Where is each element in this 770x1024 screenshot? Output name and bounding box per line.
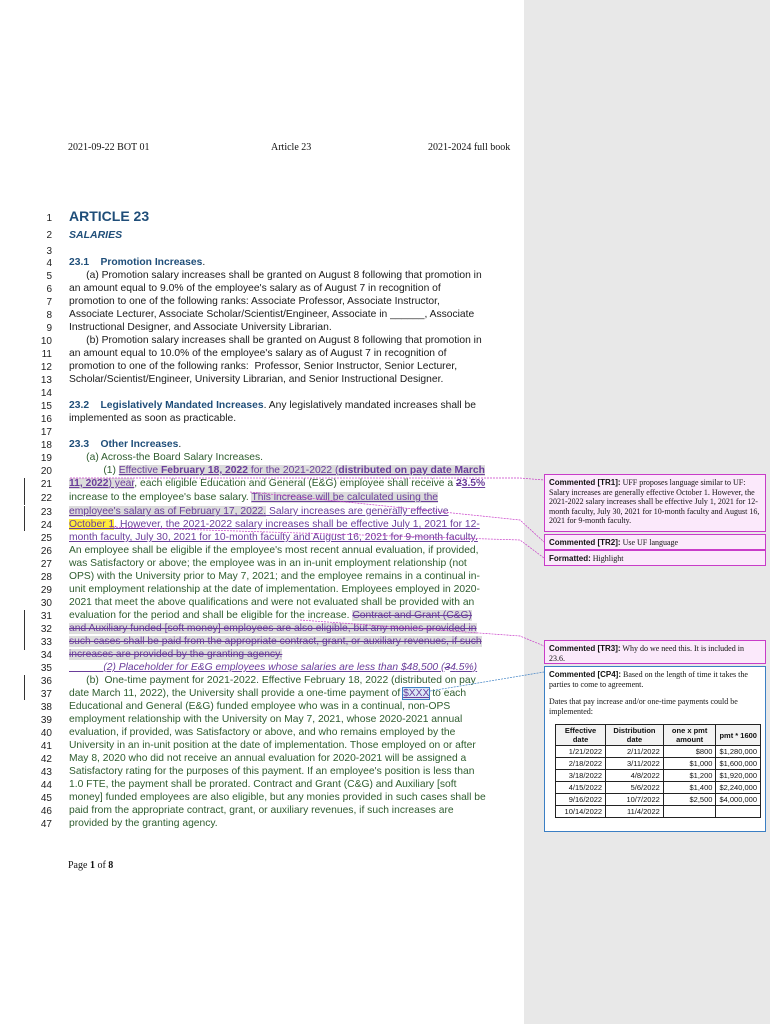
- line-segment: Salary increases are generally effective: [266, 506, 449, 517]
- line-number: 21: [40, 479, 52, 490]
- line-number: 17: [40, 427, 52, 438]
- line-segment: for the 2021-2022 (: [247, 465, 339, 476]
- line-number: 16: [40, 414, 52, 425]
- table-cell: [663, 806, 716, 818]
- line-segment: ARTICLE 23: [69, 208, 150, 224]
- comment-text: UFF proposes language similar to UF: Salary increases are generally effective October 1. However, the 2021-2022 salary increases shall be effective July 1, 2021 for 12-month faculty, July 30, 2021 for 10-month faculty and August 16, 2021 for 9-month faculty.: [549, 478, 760, 526]
- line-segment: SALARIES: [69, 229, 123, 241]
- line-segment: to each: [429, 688, 467, 699]
- line-number: 8: [46, 310, 52, 321]
- line-segment: 3: [444, 662, 451, 673]
- line-segment: .5%: [467, 478, 486, 489]
- line-number: 1: [46, 213, 52, 224]
- line-segment: Educational and General (E&G) funded employee who was in a continual, non-OPS: [69, 701, 451, 712]
- line-segment: evaluation for the period and shall be eligible for the increase.: [69, 610, 353, 621]
- line-segment: This increase will be calculated using the: [251, 492, 439, 503]
- line-number: 44: [40, 780, 52, 791]
- table-cell: [716, 806, 761, 818]
- table-cell: $800: [663, 746, 716, 758]
- comment-text-extra: Dates that pay increase and/or one-time payments could be implemented:: [549, 697, 738, 716]
- table-cell: 3/11/2022: [606, 758, 664, 770]
- line-number: 5: [46, 271, 52, 282]
- table-cell: $2,500: [663, 794, 716, 806]
- line-segment: 23.2 Legislatively Mandated Increases: [69, 400, 264, 411]
- table-cell: $1,400: [663, 782, 716, 794]
- line-number: 47: [40, 819, 52, 830]
- line-segment: (a) Promotion salary increases shall be granted on August 8 following that promotion in: [69, 270, 482, 281]
- table-row: [556, 806, 761, 818]
- table-cell: $1,280,000: [716, 746, 761, 758]
- line-segment: and Auxiliary funded [soft money] employees are also eligible, but any monies provided in: [69, 623, 477, 634]
- line-segment: 11, 2022: [69, 478, 109, 489]
- line-segment: date March 11, 2022), the University shall provide a one-time payment of: [69, 688, 404, 699]
- comment-tag: Commented [TR1]:: [549, 478, 621, 487]
- table-cell: 10/7/2022: [606, 794, 664, 806]
- footer-of: of: [94, 860, 109, 871]
- table-cell: $1,920,000: [716, 770, 761, 782]
- line-segment: increase to the employee's base salary.: [69, 492, 252, 503]
- line-segment: Satisfactory rating for the purposes of this payment. If an employee's position is less than: [69, 766, 475, 777]
- line-number: 3: [46, 246, 52, 257]
- header-center: Article 23: [271, 142, 312, 153]
- line-segment: An employee shall be eligible if the employee's most recent annual evaluation, if provided,: [69, 545, 479, 556]
- line-segment: Associate Lecturer, Associate Scholar/Scientist/Engineer, Associate in ______, Associate: [69, 309, 475, 320]
- comment-tag: Commented [TR3]:: [549, 644, 621, 653]
- line-segment: Contract and Grant (C&G): [352, 610, 472, 621]
- line-segment: unit employment relationship at the date of implementation. Employees employed in 2020-: [69, 584, 480, 595]
- table-row: [556, 758, 761, 770]
- line-segment: month faculty, July 30, 2021 for 10-month faculty and August 16, 2021 for 9-month faculty.: [69, 532, 478, 543]
- line-segment: (b) One-time payment for 2021-2022. Effective February 18, 2022 (distributed on pay: [69, 675, 476, 686]
- line-segment: OPS) with the University prior to May 7, 2021; and the employee remains in a continual in-: [69, 571, 480, 582]
- line-number: 46: [40, 806, 52, 817]
- line-segment: such cases shall be paid from the appropriate contract, grant, or auxiliary revenues, if such: [69, 636, 482, 647]
- table-cell: $1,200: [663, 770, 716, 782]
- footer-page-total: 8: [108, 860, 114, 871]
- line-number: 10: [40, 336, 52, 347]
- line-segment: 2021 that meet the above qualifications and were not evaluated shall be provided with an: [69, 597, 475, 608]
- line-number: 20: [40, 466, 52, 477]
- line-number: 34: [40, 650, 52, 661]
- line-number: 36: [40, 676, 52, 687]
- line-number: 39: [40, 715, 52, 726]
- table-cell: $4,000,000: [716, 794, 761, 806]
- line-segment: (1): [69, 465, 119, 476]
- line-number: 4: [46, 258, 52, 269]
- line-number: 43: [40, 767, 52, 778]
- table-cell: 2/18/2022: [556, 758, 606, 770]
- footer-prefix: Page: [68, 860, 90, 871]
- line-number: 33: [40, 637, 52, 648]
- line-segment: $XXX: [403, 688, 430, 699]
- line-segment: (2) Placeholder for E&G employees whose salaries are less than $48,500 (: [69, 662, 445, 673]
- line-segment: 1.0 FTE, the payment shall be prorated. Contract and Grant (C&G) and Auxiliary [soft: [69, 779, 457, 790]
- line-number: 9: [46, 323, 52, 334]
- table-cell: 4/8/2022: [606, 770, 664, 782]
- line-number: 31: [40, 611, 52, 622]
- table-row: [556, 794, 761, 806]
- line-segment: . Any legislatively mandated increases shall be: [263, 400, 476, 411]
- line-number: 42: [40, 754, 52, 765]
- line-number: 15: [40, 401, 52, 412]
- comment-text: Based on the length of time it takes the parties to come to agreement.: [549, 670, 748, 689]
- line-segment: employment relationship with the University on May 7, 2021, whose 2020-2021 annual: [69, 714, 463, 725]
- line-number: 2: [46, 230, 52, 241]
- line-segment: .: [178, 439, 182, 450]
- connector-tr1: [70, 478, 544, 480]
- line-segment: 2: [455, 478, 462, 489]
- line-segment: 4: [450, 662, 456, 673]
- line-segment: Instructional Designer, and Associate University Librarian.: [69, 322, 332, 333]
- line-segment: (a) Across-the Board Salary Increases.: [69, 452, 264, 463]
- line-number: 41: [40, 741, 52, 752]
- connector-tr3: [300, 620, 544, 646]
- line-segment: Scholar/Scientist/Engineer, University Librarian, and Senior Instructional Designer.: [69, 374, 444, 385]
- line-number: 28: [40, 572, 52, 583]
- line-segment: October 1: [69, 519, 115, 530]
- line-number: 12: [40, 362, 52, 373]
- line-number: 19: [40, 453, 52, 464]
- header-right: 2021-2024 full book: [428, 142, 511, 153]
- table-cell: 3/18/2022: [556, 770, 606, 782]
- line-number: 37: [40, 689, 52, 700]
- comment-tag: Commented [TR2]:: [549, 538, 621, 547]
- line-number: 25: [40, 533, 52, 544]
- line-segment: . However, the 2021-2022 salary increases shall be effective July 1, 2021 for 12-: [114, 519, 480, 530]
- line-segment: 23.3 Other Increases: [69, 439, 179, 450]
- table-cell: $2,240,000: [716, 782, 761, 794]
- table-cell: 2/11/2022: [606, 746, 664, 758]
- line-segment: May 8, 2020 who did not receive an annual evaluation for 2020-2021 will be assigned a: [69, 753, 467, 764]
- line-number: 30: [40, 598, 52, 609]
- line-number: 6: [46, 284, 52, 295]
- header-left: 2021-09-22 BOT 01: [68, 142, 150, 153]
- payment-dates-table: [555, 724, 761, 818]
- line-number: 11: [41, 349, 52, 360]
- line-number: 29: [40, 585, 52, 596]
- table-cell: 9/16/2022: [556, 794, 606, 806]
- comment-text: Use UF language: [620, 538, 679, 547]
- table-header-cell: Effective date: [556, 725, 606, 746]
- comment-text: Highlight: [590, 554, 624, 563]
- line-number: 38: [40, 702, 52, 713]
- line-segment: implemented as soon as practicable.: [69, 413, 237, 424]
- line-segment: Effective: [118, 465, 161, 476]
- line-segment: provided by the granting agency.: [69, 818, 218, 829]
- line-number: 27: [40, 559, 52, 570]
- line-segment: ) year: [108, 478, 135, 489]
- line-number: 18: [40, 440, 52, 451]
- connector-cp4: [430, 672, 544, 691]
- footer-page-number: 1: [89, 860, 95, 871]
- line-segment: 3: [461, 478, 468, 489]
- table-header-cell: pmt * 1600: [716, 725, 761, 746]
- line-number: 45: [40, 793, 52, 804]
- comment-tag: Formatted:: [549, 554, 591, 563]
- table-cell: 4/15/2022: [556, 782, 606, 794]
- line-segment: University in an in-unit position at the date of implementation. Those employed on or after: [69, 740, 476, 751]
- table-row: [556, 782, 761, 794]
- line-segment: an amount equal to 10.0% of the employee's salary as of August 7 in recognition of: [69, 348, 447, 359]
- line-number: 14: [40, 388, 52, 399]
- line-segment: increases are provided by the granting agency.: [69, 649, 283, 660]
- line-number: 22: [40, 493, 52, 504]
- table-header-cell: one x pmt amount: [663, 725, 716, 746]
- line-segment: distributed on pay date March: [338, 465, 485, 476]
- table-cell: 1/21/2022: [556, 746, 606, 758]
- table-cell: 5/6/2022: [606, 782, 664, 794]
- line-segment: an amount equal to 9.0% of the employee's salary as of August 7 in recognition of: [69, 283, 441, 294]
- line-segment: (b) Promotion salary increases shall be granted on August 8 following that promotion in: [69, 335, 482, 346]
- line-number: 40: [40, 728, 52, 739]
- line-segment: money] funded employees are also eligible, but any monies provided in such cases shall be: [69, 792, 486, 803]
- line-number: 13: [40, 375, 52, 386]
- comment-cp4[interactable]: [544, 666, 766, 832]
- line-number: 24: [40, 520, 52, 531]
- line-segment: .5%): [455, 662, 478, 673]
- line-segment: evaluation, if provided, was Satisfactory or above, and who remains employed by the: [69, 727, 456, 738]
- table-cell: 10/14/2022: [556, 806, 606, 818]
- line-number: 35: [40, 663, 52, 674]
- comment-tr2[interactable]: [544, 534, 766, 550]
- line-number: 23: [40, 507, 52, 518]
- line-segment: employee's salary as of February 17, 2022.: [69, 506, 267, 517]
- line-segment: 23.1 Promotion Increases: [69, 257, 203, 268]
- line-segment: .: [202, 257, 206, 268]
- table-cell: $1,600,000: [716, 758, 761, 770]
- comment-tr3[interactable]: [544, 640, 766, 664]
- connector-tr2: [250, 492, 544, 542]
- line-segment: was Satisfactory or above; the employee was in an in-unit employment relationship (not: [69, 558, 467, 569]
- connector-fmt: [110, 527, 544, 558]
- comment-text: Why do we need this. It is included in 23.6.: [549, 644, 744, 663]
- table-row: [556, 770, 761, 782]
- line-number: 7: [46, 297, 52, 308]
- table-row: [556, 746, 761, 758]
- formatted-note[interactable]: [544, 550, 766, 566]
- comment-tag: Commented [CP4]:: [549, 670, 622, 679]
- table-cell: 11/4/2022: [606, 806, 664, 818]
- line-number: 32: [40, 624, 52, 635]
- line-segment: promotion to one of the following ranks: Professor, Senior Instructor, Senior Lecturer,: [69, 361, 458, 372]
- table-cell: $1,000: [663, 758, 716, 770]
- line-segment: , each eligible Education and General (E&G) employee shall receive a: [134, 478, 456, 489]
- line-number: 26: [40, 546, 52, 557]
- line-segment: February 18, 2022: [160, 465, 248, 476]
- line-segment: promotion to one of the following ranks: Associate Professor, Associate Instructor,: [69, 296, 440, 307]
- line-segment: paid from the appropriate contract, grant, or auxiliary revenues, if such increases are: [69, 805, 454, 816]
- comment-tr1[interactable]: [544, 474, 766, 532]
- table-header-cell: Distribution date: [606, 725, 664, 746]
